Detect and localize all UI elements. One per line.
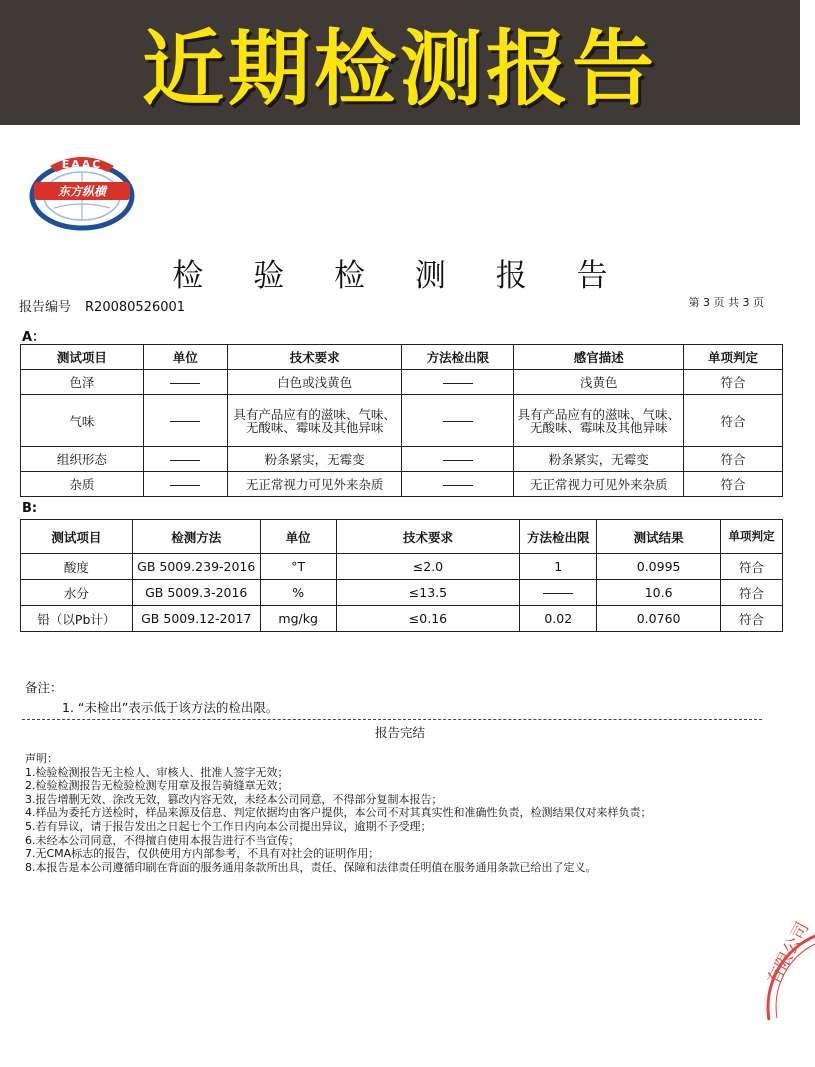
header-cell: 技术要求 xyxy=(227,345,402,370)
requirement-cell: 粉条紧实，无霉变 xyxy=(227,447,402,472)
table-row xyxy=(21,606,783,632)
limit-cell xyxy=(402,395,514,447)
limit-cell: 0.02 xyxy=(520,606,597,632)
header-cell: 单位 xyxy=(260,520,336,554)
table-row xyxy=(21,472,783,497)
physicochemical-table xyxy=(20,519,783,632)
statement xyxy=(25,752,785,874)
unit-cell: mg/kg xyxy=(260,606,336,632)
limit-cell xyxy=(402,447,514,472)
unit-cell xyxy=(143,447,227,472)
item-cell: 组织形态 xyxy=(21,447,144,472)
method-cell: GB 5009.12-2017 xyxy=(132,606,260,632)
statement-title: 声明： xyxy=(25,752,58,765)
result-cell: 0.0995 xyxy=(597,554,721,580)
dash-mark xyxy=(443,421,473,422)
sensory-table xyxy=(20,344,783,497)
limit-cell xyxy=(402,472,514,497)
statement-line: 1.检验检测报告无主检人、审核人、批准人签字无效； xyxy=(25,765,289,779)
company-seal xyxy=(755,918,815,1067)
unit-cell: % xyxy=(260,580,336,606)
dash-mark xyxy=(443,460,473,461)
header-cell: 感官描述 xyxy=(514,345,684,370)
table-row xyxy=(21,447,783,472)
requirement-cell: 具有产品应有的滋味、气味、无酸味、霉味及其他异味 xyxy=(227,395,402,447)
dash-mark xyxy=(170,485,200,486)
section-a-label: A： xyxy=(22,330,46,345)
header-cell: 测试项目 xyxy=(21,520,133,554)
statement-line: 5.若有异议，请于报告发出之日起七个工作日内向本公司提出异议，逾期不予受理； xyxy=(25,819,432,833)
page-number: 第 3 页 共 3 页 xyxy=(688,296,764,309)
statement-line: 6.未经本公司同意，不得擅自使用本报告进行不当宣传； xyxy=(25,833,300,847)
verdict-cell: 符合 xyxy=(684,395,783,447)
verdict-cell: 符合 xyxy=(721,554,783,580)
report-number-label: 报告编号 xyxy=(19,300,72,315)
sensory-cell: 粉条紧实，无霉变 xyxy=(514,447,684,472)
header-cell: 单位 xyxy=(143,345,227,370)
unit-cell xyxy=(143,395,227,447)
requirement-cell: 无正常视力可见外来杂质 xyxy=(227,472,402,497)
item-cell: 杂质 xyxy=(21,472,144,497)
verdict-cell: 符合 xyxy=(684,447,783,472)
table-row xyxy=(21,580,783,606)
item-cell: 酸度 xyxy=(21,554,133,580)
verdict-cell: 符合 xyxy=(721,580,783,606)
logo-ribbon-text: 东方纵横 xyxy=(57,184,107,199)
item-cell: 气味 xyxy=(21,395,144,447)
limit-cell xyxy=(402,370,514,395)
header-cell: 测试结果 xyxy=(597,520,721,554)
requirement-cell: ≤13.5 xyxy=(336,580,520,606)
method-cell: GB 5009.3-2016 xyxy=(132,580,260,606)
statement-line: 4.样品为委托方送检时，样品来源及信息、判定依据均由客户提供，本公司不对其真实性和准确性负责，检测结果仅对来样负责； xyxy=(25,806,652,820)
result-cell: 0.0760 xyxy=(597,606,721,632)
dash-mark xyxy=(170,421,200,422)
header-cell: 测试项目 xyxy=(21,345,144,370)
statement-line: 8.本报告是本公司遵循印刷在背面的服务通用条款所出具，责任、保障和法律责任明值在服务通用条款已给出了定义。 xyxy=(25,860,597,874)
table-header-row xyxy=(21,345,783,370)
item-cell: 水分 xyxy=(21,580,133,606)
document-title: 检 验 检 测 报 告 xyxy=(172,258,628,294)
header-cell: 检测方法 xyxy=(132,520,260,554)
table-row xyxy=(21,554,783,580)
item-cell: 铅（以Pb计） xyxy=(21,606,133,632)
verdict-cell: 符合 xyxy=(684,370,783,395)
seal-text: 有限公司 xyxy=(763,918,814,989)
requirement-cell: 白色或浅黄色 xyxy=(227,370,402,395)
report-number-value: R20080526001 xyxy=(85,300,186,315)
limit-cell xyxy=(520,580,597,606)
method-cell: GB 5009.239-2016 xyxy=(132,554,260,580)
header-cell: 技术要求 xyxy=(336,520,520,554)
limit-cell: 1 xyxy=(520,554,597,580)
unit-cell xyxy=(143,472,227,497)
header-cell: 方法检出限 xyxy=(520,520,597,554)
remark-item: 1. “未检出”表示低于该方法的检出限。 xyxy=(62,700,279,715)
verdict-cell: 符合 xyxy=(721,606,783,632)
report-end-text: 报告完结 xyxy=(374,725,425,740)
statement-line: 3.报告增删无效、涂改无效，篡改内容无效，未经本公司同意，不得部分复制本报告； xyxy=(25,792,443,806)
requirement-cell: ≤2.0 xyxy=(336,554,520,580)
dash-mark xyxy=(170,460,200,461)
divider xyxy=(22,719,762,720)
unit-cell xyxy=(143,370,227,395)
item-cell: 色泽 xyxy=(21,370,144,395)
report-number xyxy=(19,296,185,315)
table-header-row xyxy=(21,520,783,554)
section-b-label: B: xyxy=(22,501,38,516)
verdict-cell: 符合 xyxy=(684,472,783,497)
header-cell: 单项判定 xyxy=(684,345,783,370)
logo-top-text: EAAC xyxy=(61,158,103,171)
unit-cell: °T xyxy=(260,554,336,580)
dash-mark xyxy=(543,593,573,594)
requirement-cell: ≤0.16 xyxy=(336,606,520,632)
result-cell: 10.6 xyxy=(597,580,721,606)
statement-line: 7.无CMA标志的报告，仅供使用方内部参考，不具有对社会的证明作用； xyxy=(25,847,380,861)
header-cell: 方法检出限 xyxy=(402,345,514,370)
sensory-cell: 浅黄色 xyxy=(514,370,684,395)
table-row xyxy=(21,370,783,395)
table-row xyxy=(21,395,783,447)
dash-mark xyxy=(443,485,473,486)
banner xyxy=(0,0,800,125)
sensory-cell: 具有产品应有的滋味、气味、无酸味、霉味及其他异味 xyxy=(514,395,684,447)
sensory-cell: 无正常视力可见外来杂质 xyxy=(514,472,684,497)
eaac-logo xyxy=(28,148,136,230)
statement-line: 2.检验检测报告无检验检测专用章及报告骑缝章无效； xyxy=(25,779,289,793)
dash-mark xyxy=(443,383,473,384)
dash-mark xyxy=(170,383,200,384)
banner-title: 近期检测报告 xyxy=(141,22,658,117)
header-cell: 单项判定 xyxy=(721,520,783,554)
remarks-label: 备注： xyxy=(25,680,63,695)
